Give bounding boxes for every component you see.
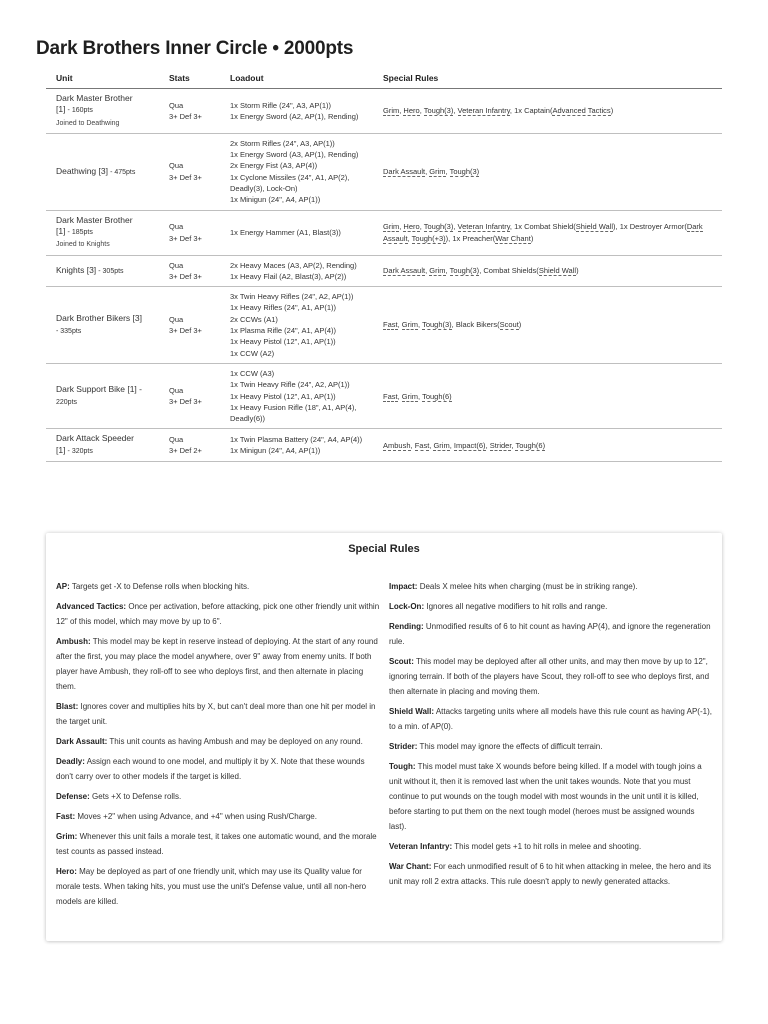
special-rule-name: Shield Wall: — [389, 707, 435, 716]
special-rule-entry — [56, 829, 381, 859]
rule-prefix: 1x Captain( — [514, 106, 553, 116]
special-rule-entry — [389, 859, 714, 889]
table-row — [46, 363, 722, 428]
special-rules-card — [46, 533, 722, 941]
rule-link[interactable]: Grim — [401, 320, 419, 330]
unit-name: Dark Brother Bikers [3] — [56, 313, 142, 324]
weapon-item: 1x Storm Rifle (24", A3, AP(1)) — [230, 100, 332, 110]
special-rule-text: Unmodified results of 6 to hit count as having AP(4), and ignore the regeneration rule. — [389, 622, 711, 646]
unit-cell — [46, 429, 159, 462]
special-rule-entry — [56, 864, 381, 909]
special-rule-text: Gets +X to Defense rolls. — [92, 792, 182, 801]
loadout-cell — [220, 429, 373, 462]
rule-separator: , — [399, 106, 404, 116]
weapon-item: 1x Heavy Fusion Rifle (18", A1, AP(4), Deadly(6)) — [230, 402, 357, 424]
weapon-item: 1x CCW (A2) — [230, 348, 275, 358]
quality-stat: Qua — [169, 100, 184, 110]
unit-joined: Joined to Deathwing — [56, 119, 120, 127]
rule-prefix: 1x Destroyer Armor( — [619, 222, 687, 232]
special-rule-name: War Chant: — [389, 862, 432, 871]
unit-size: [1] — [56, 225, 66, 236]
special-rule-name: Blast: — [56, 702, 79, 711]
header-special-rules: Special Rules — [373, 70, 722, 89]
weapon-item: 1x Minigun (24", A4, AP(1)) — [230, 446, 321, 456]
special-rule-text: This unit counts as having Ambush and may be deployed on any round. — [109, 737, 363, 746]
weapon-item: 2x CCWs (A1) — [230, 314, 278, 324]
special-rule-entry — [56, 754, 381, 784]
special-rule-name: Strider: — [389, 742, 418, 751]
special-rule-name: Dark Assault: — [56, 737, 108, 746]
special-rule-text: This model must take X wounds before being killed. If a model with tough joins a unit without it, then it is removed last when the unit takes wounds. Note that you must continue to put wounds on the tough model with most wounds in the unit until it is killed, before starting to put them on the next tough model (heroes must be assigned wounds last). — [389, 762, 702, 831]
special-rule-name: AP: — [56, 582, 70, 591]
special-rules-cell — [373, 133, 722, 210]
rule-separator: ) — [610, 106, 614, 116]
unit-cell — [46, 287, 159, 364]
special-rule-text: Assign each wound to one model, and multiply it by X. Note that these wounds don't carry over to other models if the target is killed. — [56, 757, 365, 781]
rule-separator: , — [453, 222, 458, 232]
special-rule-entry — [56, 734, 381, 749]
rule-separator: , — [419, 222, 424, 232]
rule-link[interactable]: Fast — [383, 391, 398, 401]
rule-separator: , — [429, 440, 434, 450]
unit-points: 220pts — [56, 398, 78, 406]
rule-separator: ), — [445, 233, 453, 243]
rule-link[interactable]: Grim — [401, 391, 419, 401]
rule-separator: , — [425, 266, 430, 276]
defense-stat: 3+ Def 3+ — [169, 397, 202, 407]
rule-link[interactable]: Tough(3) — [423, 106, 454, 116]
special-rule-entry — [389, 759, 714, 834]
rule-link[interactable]: Shield Wall — [575, 222, 614, 232]
unit-cell — [46, 210, 159, 255]
special-rule-text: Deals X melee hits when charging (must be in striking range). — [419, 582, 638, 591]
rule-separator: , — [485, 440, 490, 450]
unit-name: Dark Support Bike [1] - — [56, 384, 142, 395]
rule-separator: , — [410, 440, 415, 450]
special-rules-right-column — [389, 579, 714, 894]
weapon-item: 1x Heavy Pistol (12", A1, AP(1)) — [230, 391, 336, 401]
stats-cell — [159, 255, 220, 287]
weapon-item: 1x Energy Hammer (A1, Blast(3)) — [230, 227, 341, 237]
special-rules-left-column — [56, 579, 381, 914]
weapon-item: 1x CCW (A3) — [230, 368, 275, 378]
special-rule-entry — [389, 704, 714, 734]
rule-link[interactable]: Tough(+3) — [411, 233, 446, 243]
table-row — [46, 429, 722, 462]
rule-link[interactable]: Tough(3) — [423, 222, 454, 232]
rule-link[interactable]: Grim — [383, 106, 400, 116]
rule-link[interactable]: Tough(3) — [449, 167, 480, 177]
special-rules-cell — [373, 287, 722, 364]
special-rule-text: Targets get -X to Defense rolls when blocking hits. — [71, 582, 250, 591]
rule-link[interactable]: Tough(6) — [515, 440, 546, 450]
special-rule-name: Defense: — [56, 792, 90, 801]
quality-stat: Qua — [169, 314, 184, 324]
rule-separator: , — [511, 440, 516, 450]
rule-link[interactable]: Advanced Tactics — [552, 106, 611, 116]
quality-stat: Qua — [169, 434, 184, 444]
unit-points: - 305pts — [98, 267, 124, 275]
loadout-cell — [220, 287, 373, 364]
special-rule-entry — [56, 699, 381, 729]
table-row — [46, 133, 722, 210]
rule-link[interactable]: Strider — [489, 440, 512, 450]
special-rule-name: Scout: — [389, 657, 414, 666]
unit-points: - 160pts — [67, 107, 93, 115]
rule-separator: , — [425, 167, 430, 177]
rule-separator: , — [509, 222, 515, 232]
special-rule-entry — [56, 634, 381, 694]
special-rules-cell — [373, 363, 722, 428]
rule-link[interactable]: Fast — [414, 440, 430, 450]
quality-stat: Qua — [169, 161, 184, 171]
weapon-item: 1x Heavy Rifles (24", A1, AP(1)) — [230, 303, 337, 313]
rule-separator: , — [407, 233, 412, 243]
rule-link[interactable]: Tough(3) — [449, 266, 480, 276]
unit-points: - 475pts — [110, 168, 136, 176]
special-rule-name: Advanced Tactics: — [56, 602, 127, 611]
special-rule-name: Grim: — [56, 832, 78, 841]
unit-name: Dark Master Brother — [56, 214, 133, 225]
rule-link[interactable]: Tough(6) — [422, 391, 452, 401]
special-rules-cell — [373, 255, 722, 287]
rule-link[interactable]: Ambush — [383, 440, 411, 450]
rule-link[interactable]: Hero — [403, 106, 420, 116]
unit-points: - 320pts — [67, 447, 93, 455]
special-rule-text: Attacks targeting units where all models have this rule count as having AP(-1), to a min. of AP(0). — [389, 707, 712, 731]
special-rule-name: Deadly: — [56, 757, 85, 766]
rule-link[interactable]: Dark Assault — [383, 167, 426, 177]
defense-stat: 3+ Def 3+ — [169, 233, 202, 243]
unit-cell — [46, 363, 159, 428]
rule-separator: , — [451, 320, 456, 330]
loadout-cell — [220, 210, 373, 255]
quality-stat: Qua — [169, 385, 184, 395]
table-row — [46, 210, 722, 255]
page-title: Dark Brothers Inner Circle • 2000pts — [36, 38, 354, 59]
weapon-item: 1x Energy Sword (A2, AP(1), Rending) — [230, 111, 359, 121]
stats-cell — [159, 287, 220, 364]
special-rule-entry — [389, 839, 714, 854]
rule-separator: , — [445, 167, 450, 177]
rule-link[interactable]: Veteran Infantry — [457, 106, 510, 116]
unit-points: - 185pts — [67, 228, 93, 236]
weapon-item: 3x Twin Heavy Rifles (24", A2, AP(1)) — [230, 292, 354, 302]
unit-name: Knights [3] — [56, 264, 97, 275]
defense-stat: 3+ Def 3+ — [169, 326, 202, 336]
unit-joined: Joined to Knights — [56, 241, 110, 249]
rule-link[interactable]: Grim — [383, 222, 400, 232]
rule-separator: , — [445, 266, 450, 276]
special-rules-title: Special Rules — [348, 543, 420, 555]
special-rule-entry — [389, 739, 714, 754]
rule-link[interactable]: Tough(3) — [422, 320, 452, 330]
rule-prefix: 1x Preacher( — [452, 233, 496, 243]
defense-stat: 3+ Def 3+ — [169, 271, 202, 281]
rule-separator: , — [509, 106, 515, 116]
rule-separator: , — [453, 106, 458, 116]
table-row — [46, 255, 722, 287]
rule-link[interactable]: Dark Assault — [383, 222, 703, 243]
header-stats: Stats — [159, 70, 220, 89]
header-unit: Unit — [46, 70, 159, 89]
rule-link[interactable]: Veteran Infantry — [457, 222, 510, 232]
weapon-item: 2x Energy Fist (A3, AP(4)) — [230, 161, 318, 171]
special-rule-name: Veteran Infantry: — [389, 842, 453, 851]
weapon-item: 1x Twin Plasma Battery (24", A4, AP(4)) — [230, 434, 363, 444]
unit-name: Deathwing [3] — [56, 165, 108, 176]
special-rule-text: This model may be kept in reserve instead of deploying. At the start of any round after the first, you may place the model anywhere, over 9" away from enemy units. If both player have Ambush, they roll-off to see who deploys first, and then alternate in placing them. — [56, 637, 378, 691]
special-rule-text: This model may be deployed after all other units, and may then move by up to 12", ignoring terrain. If both of the players have Scout, they roll-off to see who deploys first, and then alternate in placing and moving them. — [389, 657, 710, 696]
unit-name: Dark Attack Speeder — [56, 433, 134, 444]
table-row — [46, 287, 722, 364]
rule-separator: , — [418, 320, 423, 330]
special-rule-text: Ignores all negative modifiers to hit rolls and range. — [426, 602, 608, 611]
unit-points: - 335pts — [56, 327, 82, 335]
special-rule-name: Rending: — [389, 622, 424, 631]
rule-separator: , — [418, 391, 423, 401]
loadout-cell — [220, 363, 373, 428]
defense-stat: 3+ Def 3+ — [169, 111, 202, 121]
unit-cell — [46, 133, 159, 210]
rule-link[interactable]: Dark Assault — [383, 266, 426, 276]
special-rule-entry — [389, 619, 714, 649]
special-rule-entry — [56, 809, 381, 824]
special-rule-text: Ignores cover and multiplies hits by X, but can't deal more than one hit per model in the target unit. — [56, 702, 376, 726]
table-header-row — [46, 70, 722, 89]
weapon-item: 1x Twin Heavy Rifle (24", A2, AP(1)) — [230, 380, 350, 390]
rule-separator: , — [419, 106, 424, 116]
special-rule-name: Lock-On: — [389, 602, 425, 611]
units-table — [46, 70, 722, 462]
rule-prefix: 1x Combat Shield( — [514, 222, 576, 232]
rule-separator: , — [399, 222, 404, 232]
rule-link[interactable]: War Chant — [495, 233, 531, 243]
unit-size: [1] — [56, 444, 66, 455]
special-rule-entry — [56, 599, 381, 629]
special-rule-name: Ambush: — [56, 637, 91, 646]
rule-separator: ) — [518, 320, 522, 330]
stats-cell — [159, 210, 220, 255]
unit-cell — [46, 89, 159, 134]
rule-link[interactable]: Grim — [429, 167, 446, 177]
unit-size: [1] — [56, 104, 66, 115]
weapon-item: 1x Minigun (24", A4, AP(1)) — [230, 195, 321, 205]
rule-prefix: Black Bikers( — [455, 320, 500, 330]
table-body — [46, 89, 722, 462]
rule-link[interactable]: Impact(6) — [453, 440, 486, 450]
quality-stat: Qua — [169, 222, 184, 232]
special-rule-name: Impact: — [389, 582, 418, 591]
rule-separator: , — [449, 440, 454, 450]
special-rules-cell — [373, 429, 722, 462]
special-rule-entry — [389, 579, 714, 594]
special-rule-text: Whenever this unit fails a morale test, it takes one automatic wound, and the morale test counts as passed instead. — [56, 832, 377, 856]
unit-name: Dark Master Brother — [56, 93, 133, 103]
stats-cell — [159, 89, 220, 134]
rule-link[interactable]: Scout — [499, 320, 519, 330]
special-rule-text: This model gets +1 to hit rolls in melee and shooting. — [454, 842, 642, 851]
header-loadout: Loadout — [220, 70, 373, 89]
weapon-item: 1x Heavy Pistol (12", A1, AP(1)) — [230, 337, 336, 347]
weapon-item: 1x Cyclone Missiles (24", A1, AP(2), Deadly(3), Lock-On) — [230, 172, 350, 194]
special-rule-entry — [56, 579, 381, 594]
weapon-item: 1x Plasma Rifle (24", A1, AP(4)) — [230, 326, 337, 336]
loadout-cell — [220, 255, 373, 287]
weapon-item: 2x Heavy Maces (A3, AP(2), Rending) — [230, 260, 357, 270]
rule-link[interactable]: Fast — [383, 320, 398, 330]
rule-prefix: Combat Shields( — [483, 266, 539, 276]
rule-separator: ) — [530, 233, 534, 243]
special-rule-text: This model may ignore the effects of difficult terrain. — [419, 742, 603, 751]
special-rule-name: Hero: — [56, 867, 77, 876]
stats-cell — [159, 429, 220, 462]
rule-separator: ) — [576, 266, 579, 276]
rule-link[interactable]: Grim — [429, 266, 446, 276]
loadout-cell — [220, 133, 373, 210]
rule-link[interactable]: Hero — [403, 222, 420, 232]
rule-link[interactable]: Shield Wall — [538, 266, 577, 276]
weapon-item: 1x Energy Sword (A3, AP(1), Rending) — [230, 150, 359, 160]
special-rules-cell — [373, 210, 722, 255]
special-rule-text: Moves +2" when using Advance, and +4" when using Rush/Charge. — [77, 812, 317, 821]
stats-cell — [159, 363, 220, 428]
rule-separator: ), — [613, 222, 620, 232]
loadout-cell — [220, 89, 373, 134]
special-rule-text: Once per activation, before attacking, pick one other friendly unit within 12" of this model, which may move by up to 6". — [56, 602, 380, 626]
rule-link[interactable]: Grim — [433, 440, 450, 450]
defense-stat: 3+ Def 3+ — [169, 172, 202, 182]
rule-separator: , — [397, 320, 402, 330]
weapon-item: 2x Storm Rifles (24", A3, AP(1)) — [230, 138, 335, 148]
special-rule-entry — [389, 654, 714, 699]
rule-separator: , — [479, 266, 484, 276]
special-rule-name: Tough: — [389, 762, 416, 771]
special-rule-text: May be deployed as part of one friendly unit, which may use its Quality value for morale tests. When taking hits, you must use the unit's Defense value, until all non-hero models are killed. — [56, 867, 367, 906]
special-rule-text: For each unmodified result of 6 to hit when attacking in melee, the hero and its unit may roll 2 extra attacks. This rule doesn't apply to newly generated attacks. — [389, 862, 712, 886]
quality-stat: Qua — [169, 260, 184, 270]
special-rules-cell — [373, 89, 722, 134]
special-rule-name: Fast: — [56, 812, 76, 821]
table-row — [46, 89, 722, 134]
stats-cell — [159, 133, 220, 210]
special-rule-entry — [56, 789, 381, 804]
unit-cell — [46, 255, 159, 287]
defense-stat: 3+ Def 2+ — [169, 446, 202, 456]
rule-separator: , — [397, 391, 402, 401]
special-rule-entry — [389, 599, 714, 614]
weapon-item: 1x Heavy Flail (A2, Blast(3), AP(2)) — [230, 271, 347, 281]
